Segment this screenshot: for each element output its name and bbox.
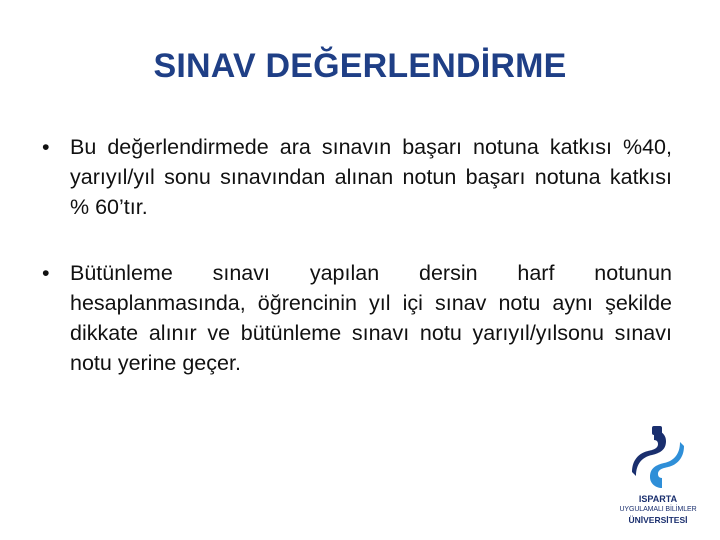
bullet-list [42,132,672,378]
bullet-item-1 [42,132,672,222]
bullet-marker: • [42,135,50,159]
bullet-marker: • [42,261,50,285]
logo-text-line-1: ISPARTA [638,494,678,504]
university-logo [610,426,706,530]
university-logo-icon [630,426,686,492]
logo-text-line-2: UYGULAMALI BİLİMLER [619,506,697,513]
logo-text-line-3: ÜNİVERSİTESİ [628,515,688,525]
bullet-text: Bu değerlendirmede ara sınavın başarı notuna katkısı %40, yarıyıl/yıl sonu sınavından alınan notun başarı notuna katkısı % 60’tır. [70,135,672,219]
bullet-item-2 [42,258,672,378]
slide-title: SINAV DEĞERLENDİRME [153,47,567,85]
bullet-text: Bütünleme sınavı yapılan dersin harf notunun hesaplanmasında, öğrencinin yıl içi sınav notu aynı şekilde dikkate alınır ve bütünleme sınavı notu yarıyıl/yılsonu sınavı notu yerine geçer. [70,261,672,375]
